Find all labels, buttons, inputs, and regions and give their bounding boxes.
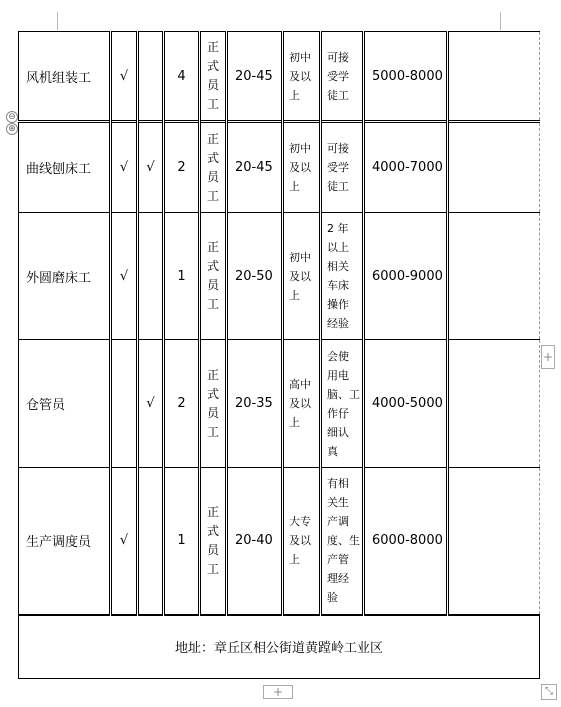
salary: 4000-7000	[364, 122, 448, 213]
education: 初中 及以 上	[283, 213, 321, 340]
education: 初中 及以 上	[283, 122, 321, 213]
mark-cell-2	[138, 468, 164, 615]
job-title: 仓管员	[19, 340, 111, 468]
age-range: 20-35	[227, 340, 283, 468]
salary: 6000-8000	[364, 468, 448, 615]
age-range: 20-50	[227, 213, 283, 340]
mark-cell-1	[111, 340, 138, 468]
mark-cell-2	[138, 32, 164, 122]
headcount: 1	[164, 213, 200, 340]
table-row	[19, 32, 540, 122]
employment-type: 正 式 员 工	[200, 213, 227, 340]
headcount: 4	[164, 32, 200, 122]
requirement: 有相 关生 产调 度、生 产管 理经 验	[321, 468, 364, 615]
row-insert-icon[interactable]: ⊕	[6, 123, 18, 135]
add-row-button[interactable]: +	[263, 685, 293, 699]
job-title: 生产调度员	[19, 468, 111, 615]
company-address: 地址：章丘区相公街道黄蹚岭工业区	[19, 615, 540, 679]
table-row	[19, 340, 540, 468]
job-title: 曲线刨床工	[19, 122, 111, 213]
table-row	[19, 122, 540, 213]
job-table	[18, 31, 540, 679]
salary: 4000-5000	[364, 340, 448, 468]
margin-mark-right	[500, 12, 501, 30]
mark-cell-1: √	[111, 213, 138, 340]
employment-type: 正 式 员 工	[200, 122, 227, 213]
employment-type: 正 式 员 工	[200, 32, 227, 122]
margin-mark-left	[57, 12, 58, 30]
table-row	[19, 468, 540, 615]
age-range: 20-45	[227, 122, 283, 213]
requirement: 会使 用电 脑、工 作仔 细认 真	[321, 340, 364, 468]
salary: 5000-8000	[364, 32, 448, 122]
employment-type: 正 式 员 工	[200, 340, 227, 468]
employment-type: 正 式 员 工	[200, 468, 227, 615]
row-collapse-icon[interactable]: ⊖	[6, 111, 18, 123]
empty-cell	[448, 122, 540, 213]
requirement: 可接 受学 徒工	[321, 32, 364, 122]
job-title: 风机组装工	[19, 32, 111, 122]
mark-cell-2	[138, 213, 164, 340]
empty-cell	[448, 468, 540, 615]
mark-cell-2: √	[138, 122, 164, 213]
job-title: 外圆磨床工	[19, 213, 111, 340]
headcount: 2	[164, 340, 200, 468]
headcount: 1	[164, 468, 200, 615]
address-row	[19, 615, 540, 679]
salary: 6000-9000	[364, 213, 448, 340]
empty-cell	[448, 32, 540, 122]
table-row	[19, 213, 540, 340]
table-resize-icon[interactable]: ⤡	[541, 684, 557, 700]
requirement: 2 年 以上 相关 车床 操作 经验	[321, 213, 364, 340]
mark-cell-2: √	[138, 340, 164, 468]
empty-cell	[448, 340, 540, 468]
education: 初中 及以 上	[283, 32, 321, 122]
headcount: 2	[164, 122, 200, 213]
mark-cell-1: √	[111, 32, 138, 122]
requirement: 可接 受学 徒工	[321, 122, 364, 213]
education: 大专 及以 上	[283, 468, 321, 615]
age-range: 20-40	[227, 468, 283, 615]
mark-cell-1: √	[111, 122, 138, 213]
education: 高中 及以 上	[283, 340, 321, 468]
empty-cell	[448, 213, 540, 340]
mark-cell-1: √	[111, 468, 138, 615]
age-range: 20-45	[227, 32, 283, 122]
add-column-button[interactable]: +	[541, 345, 555, 369]
